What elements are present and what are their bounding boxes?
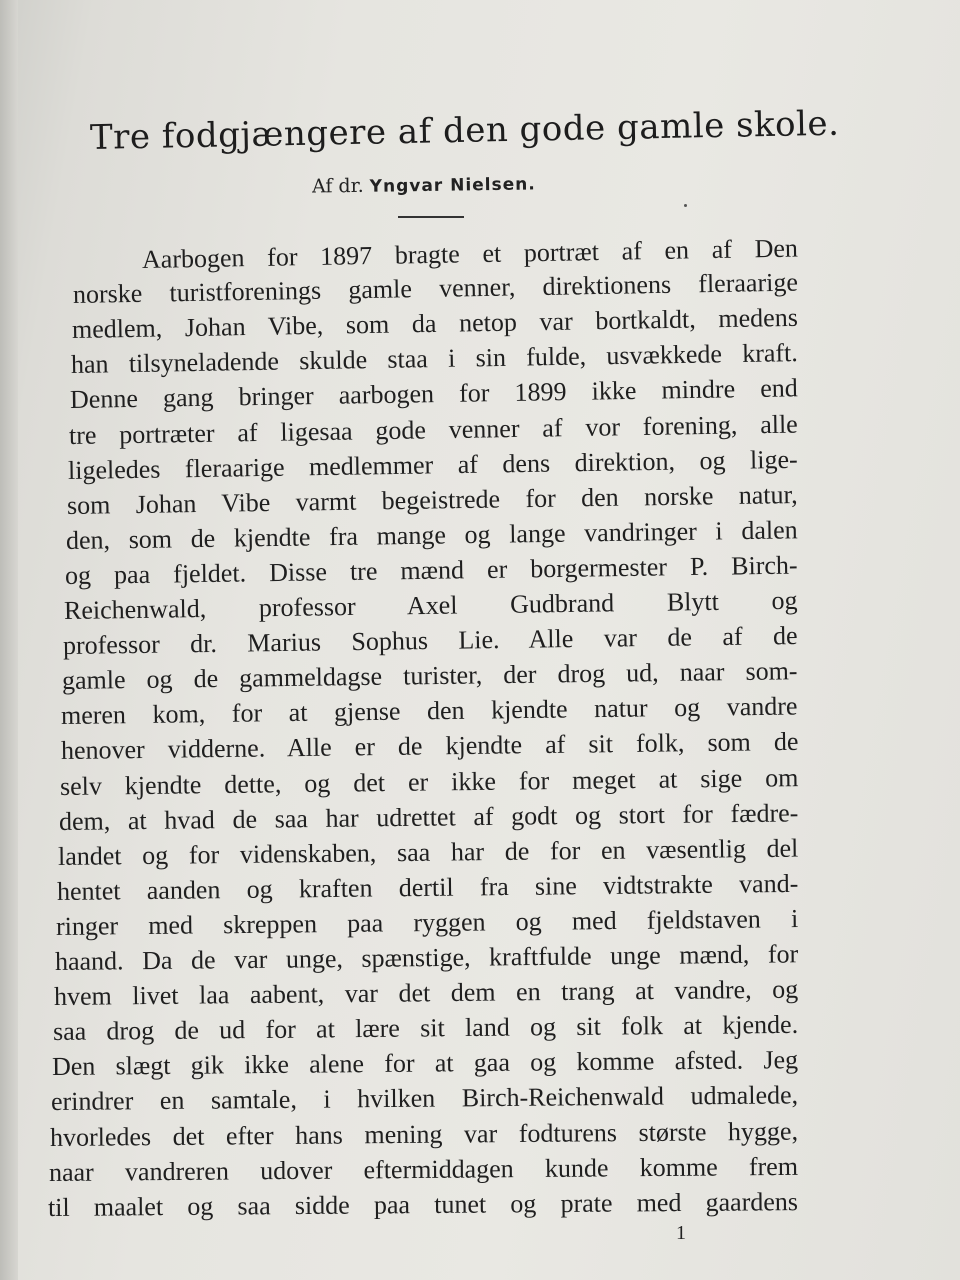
body-line: Denne gang bringer aarbogen for 1899 ikke mindre end	[69, 373, 799, 415]
body-line: hvorledes det efter hans mening var fodturens største hygge,	[49, 1116, 799, 1152]
article-byline	[312, 172, 536, 197]
body-line: som Johan Vibe varmt begeistrede for den norske natur,	[67, 479, 799, 520]
body-line: Den slægt gik ikke alene for at gaa og komme afsted. Jeg	[51, 1045, 799, 1082]
body-line: Reichenwald, professor Axel Gudbrand Blytt og	[64, 585, 799, 625]
body-line: ringer med skreppen paa ryggen og med fjeldstaven i	[55, 903, 799, 941]
body-line: professor dr. Marius Sophus Lie. Alle var de af de	[63, 621, 799, 661]
body-line: tre portræter af ligesaa gode venner af vor forening, alle	[68, 409, 799, 450]
body-line: ligeledes fleraarige medlemmer af dens direktion, og lige-	[67, 444, 799, 485]
body-line: hentet aanden og kraften dertil fra sine vidtstrakte vand-	[56, 868, 799, 906]
body-line: han tilsyneladende skulde staa i sin fulde, usvækkede kraft.	[70, 338, 799, 380]
body-line: landet og for videnskaben, saa har de for en væsentlig del	[57, 833, 799, 871]
byline-prefix: Af dr.	[311, 174, 364, 198]
body-line: dem, at hvad de saa har udrettet af godt og stort for fædre-	[58, 797, 799, 836]
body-line: gamle og de gammeldagse turister, der drog ud, naar som-	[62, 656, 799, 696]
body-line: norske turistforenings gamle venner, direktionens fleraarige	[72, 267, 799, 310]
body-line: erindrer en samtale, i hvilken Birch-Reichenwald udmalede,	[50, 1080, 799, 1117]
body-line: henover vidderne. Alle er de kjendte af sit folk, som de	[60, 727, 799, 766]
byline-author: Yngvar Nielsen.	[369, 174, 536, 197]
body-line: naar vandreren udover eftermiddagen kunde komme frem	[48, 1151, 799, 1187]
body-line: selv kjendte dette, og det er ikke for meget at sige om	[59, 762, 799, 801]
body-line: saa drog de ud for at lære sit land og sit folk at kjende.	[52, 1010, 799, 1047]
body-line: haand. Da de var unge, spænstige, kraftfulde unge mænd, for	[54, 939, 799, 976]
article-title: Tre fodgjængere af den gode gamle skole.	[89, 103, 840, 158]
body-line: meren kom, for at gjense den kjendte natur og vandre	[61, 691, 799, 731]
print-speck	[684, 204, 687, 207]
body-line: medlem, Johan Vibe, som da netop var bortkaldt, medens	[71, 303, 799, 345]
body-line: og paa fjeldet. Disse tre mænd er borgermester P. Birch-	[65, 550, 799, 590]
page-number: 1	[676, 1222, 686, 1244]
body-line: hvem livet laa aabent, var det dem en trang at vandre, og	[53, 974, 799, 1012]
body-line: til maalet og saa sidde paa tunet og prate med gaardens	[47, 1186, 799, 1222]
body-line: Aarbogen for 1897 bragte et portræt af en af Den	[141, 233, 799, 274]
body-line: den, som de kjendte fra mange og lange vandringer i dalen	[66, 515, 799, 555]
title-divider	[398, 216, 464, 218]
